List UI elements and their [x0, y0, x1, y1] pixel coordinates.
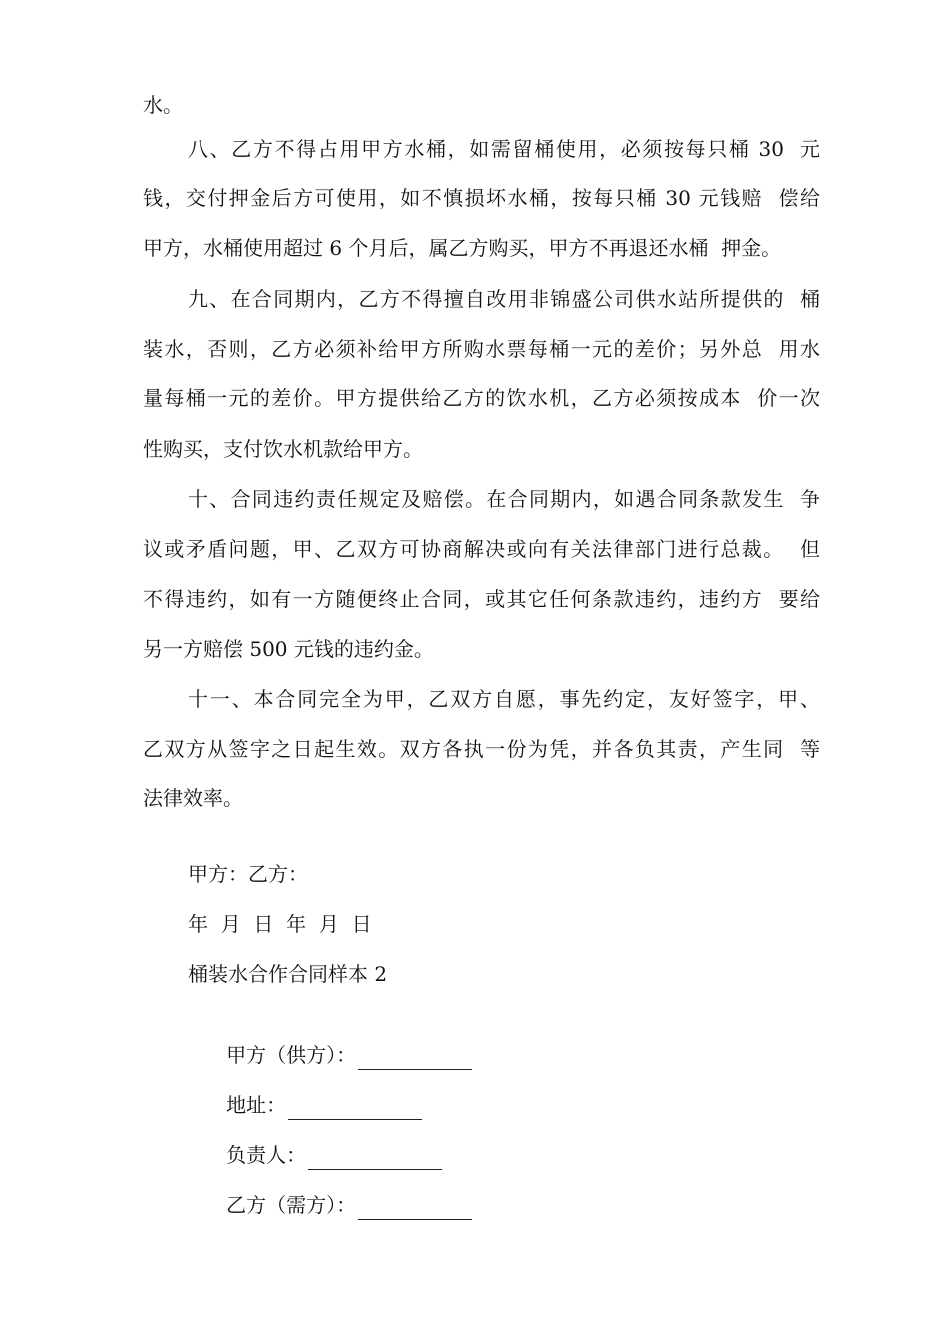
clause-10-line-2	[0, 534, 950, 564]
party-b-blank[interactable]	[358, 1197, 472, 1220]
text-line: 法律效率。	[143, 786, 243, 810]
text-line: 乙双方从签字之日起生效。双方各执一份为凭，并各负其责，产生同 等	[143, 737, 820, 761]
signature-parties-text: 甲方：乙方：	[188, 862, 308, 886]
field-party-b	[0, 1160, 950, 1217]
field-responsible-person	[0, 1110, 950, 1167]
clause-9-line-1	[0, 284, 950, 314]
signature-dates-text: 年 月 日 年 月 日	[188, 912, 372, 936]
text-line: 十一、本合同完全为甲，乙双方自愿，事先约定，友好签字，甲、	[188, 687, 820, 711]
text-line: 十、合同违约责任规定及赔偿。在合同期内，如遇合同条款发生 争	[188, 487, 820, 511]
sample-title-text: 桶装水合作合同样本 2	[188, 962, 388, 986]
text-line: 水。	[143, 93, 183, 117]
paragraph-continued	[0, 90, 950, 120]
field-address	[0, 1060, 950, 1117]
clause-11-line-1	[0, 684, 950, 714]
text-line: 量每桶一元的差价。甲方提供给乙方的饮水机，乙方必须按成本 价一次	[143, 386, 820, 410]
text-line: 甲方，水桶使用超过 6 个月后，属乙方购买，甲方不再退还水桶 押金。	[143, 236, 782, 260]
field-label: 甲方（供方）：	[226, 1043, 357, 1067]
clause-9-line-3	[0, 383, 950, 413]
field-label: 地址：	[226, 1093, 287, 1117]
clause-8-line-3	[0, 233, 950, 263]
text-line: 九、在合同期内，乙方不得擅自改用非锦盛公司供水站所提供的 桶	[188, 287, 820, 311]
text-line: 钱，交付押金后方可使用，如不慎损坏水桶，按每只桶 30 元钱赔 偿给	[143, 186, 820, 210]
text-line: 装水，否则，乙方必须补给甲方所购水票每桶一元的差价；另外总 用水	[143, 337, 820, 361]
field-label: 负责人：	[226, 1143, 307, 1167]
text-line: 议或矛盾问题，甲、乙双方可协商解决或向有关法律部门进行总裁。 但	[143, 537, 820, 561]
clause-8-line-2	[0, 183, 950, 213]
clause-9-line-4	[0, 434, 950, 464]
signature-dates	[0, 909, 950, 939]
signature-parties	[0, 859, 950, 889]
field-label: 乙方（需方）：	[226, 1193, 357, 1217]
clause-9-line-2	[0, 334, 950, 364]
text-line: 不得违约，如有一方随便终止合同，或其它任何条款违约，违约方 要给	[143, 587, 820, 611]
clause-11-line-2	[0, 734, 950, 764]
text-line: 另一方赔偿 500 元钱的违约金。	[143, 637, 434, 661]
clause-10-line-4	[0, 634, 950, 664]
sample-title	[0, 959, 950, 989]
clause-8-line-1	[0, 134, 950, 164]
text-line: 八、乙方不得占用甲方水桶，如需留桶使用，必须按每只桶 30 元	[188, 137, 820, 161]
clause-10-line-3	[0, 584, 950, 614]
clause-10-line-1	[0, 484, 950, 514]
field-row	[188, 1160, 472, 1250]
text-line: 性购买，支付饮水机款给甲方。	[143, 437, 423, 461]
clause-11-line-3	[0, 783, 950, 813]
field-party-a	[0, 1010, 950, 1067]
